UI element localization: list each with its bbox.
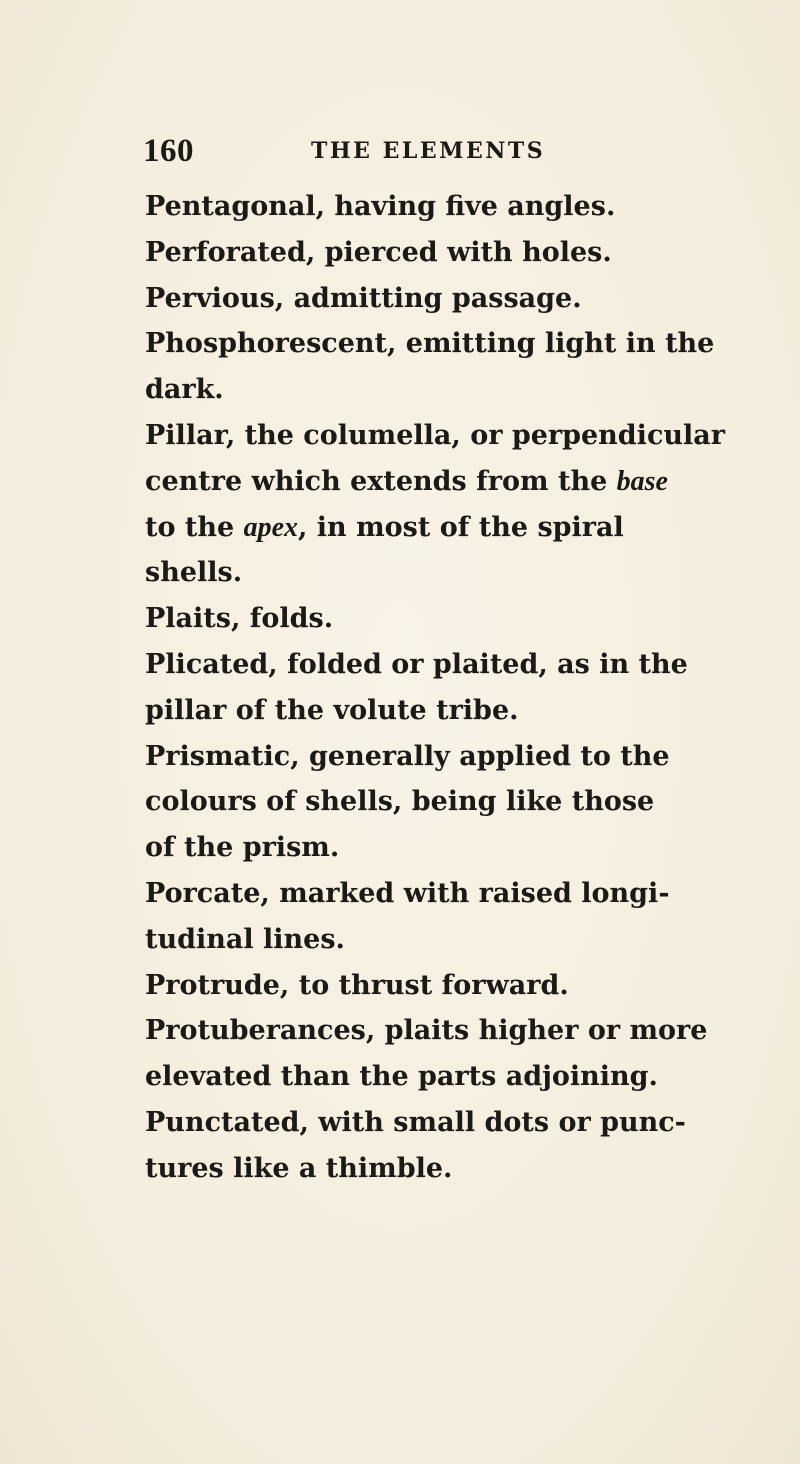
entry-line: Pillar, the columella, or perpendicular bbox=[145, 419, 725, 451]
entry-line: Protuberances, plaits higher or more bbox=[145, 1015, 708, 1047]
running-head: THE ELEMENTS bbox=[311, 138, 546, 164]
entry-line: tures like a thimble. bbox=[145, 1152, 453, 1184]
entry-line: Punctated, with small dots or punc- bbox=[145, 1106, 686, 1138]
italic-term-base: base bbox=[616, 465, 668, 497]
entry-line: elevated than the parts adjoining. bbox=[145, 1061, 658, 1093]
glossary-entry-plaits bbox=[145, 596, 785, 642]
entry-line bbox=[145, 459, 785, 505]
entry-text: to the bbox=[145, 511, 244, 543]
page-header bbox=[143, 133, 663, 173]
glossary-entry-pervious bbox=[145, 276, 785, 322]
entry-line: colours of shells, being like those bbox=[145, 786, 655, 818]
entry-line: Pervious, admitting passage. bbox=[145, 282, 582, 314]
entry-line: Perforated, pierced with holes. bbox=[145, 236, 612, 268]
entry-line: Plaits, folds. bbox=[145, 603, 334, 635]
page-number: 160 bbox=[143, 133, 194, 169]
entry-line: Pentagonal, having five angles. bbox=[145, 191, 616, 222]
glossary-entry-protuberances bbox=[145, 1008, 785, 1100]
glossary-entry-porcate bbox=[145, 871, 785, 963]
entry-line bbox=[145, 505, 785, 551]
glossary-entry-plicated bbox=[145, 642, 785, 734]
glossary-entry-phosphorescent bbox=[145, 321, 785, 413]
glossary-entry-perforated bbox=[145, 230, 785, 276]
glossary-entry-pillar bbox=[145, 413, 785, 596]
entry-line: of the prism. bbox=[145, 832, 340, 864]
entry-line: pillar of the volute tribe. bbox=[145, 694, 519, 726]
glossary-entry-prismatic bbox=[145, 734, 785, 871]
glossary-entry-punctated bbox=[145, 1100, 785, 1192]
glossary-entry-pentagonal bbox=[145, 184, 785, 230]
glossary-entry-protrude bbox=[145, 963, 785, 1009]
entry-line: Plicated, folded or plaited, as in the bbox=[145, 648, 688, 680]
entry-line: dark. bbox=[145, 374, 224, 406]
entry-text: centre which extends from the bbox=[145, 465, 617, 497]
entry-line: Protrude, to thrust forward. bbox=[145, 969, 569, 1001]
glossary-entries bbox=[145, 184, 785, 1192]
entry-line: Porcate, marked with raised longi- bbox=[145, 877, 670, 909]
entry-line: Phosphorescent, emitting light in the bbox=[145, 328, 715, 360]
entry-line: tudinal lines. bbox=[145, 923, 345, 955]
entry-line: shells. bbox=[145, 557, 243, 589]
entry-line: Prismatic, generally applied to the bbox=[145, 740, 670, 772]
entry-text: , in most of the spiral bbox=[298, 511, 624, 543]
italic-term-apex: apex bbox=[243, 511, 298, 543]
